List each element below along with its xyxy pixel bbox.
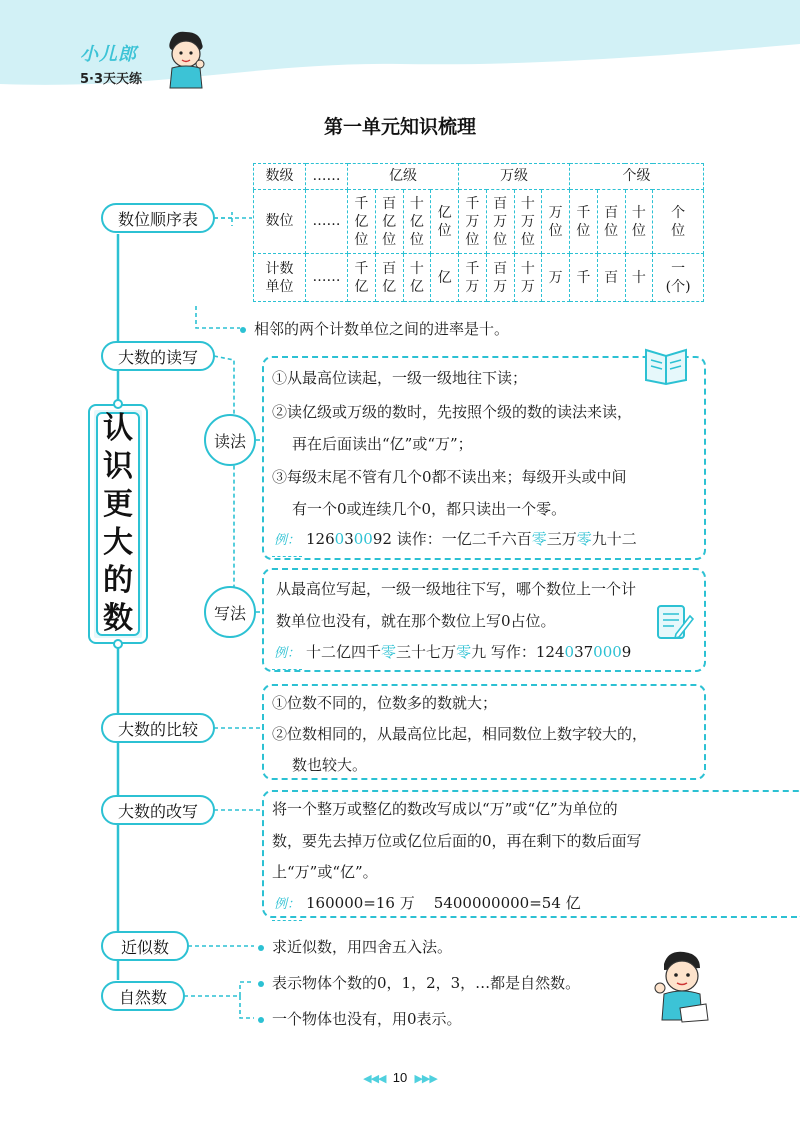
- example-zero-word: 零: [531, 530, 547, 548]
- table-note-text: 相邻的两个计数单位之间的进率是十。: [254, 320, 510, 338]
- example-tag: 例：: [272, 890, 302, 921]
- bottom-hook: [113, 639, 123, 649]
- branch-natural-numbers: 自然数: [101, 981, 185, 1011]
- group-header: 个级: [570, 164, 704, 190]
- reading-rule: ③每级末尾不管有几个0都不读出来；每级开头或中间: [272, 468, 627, 486]
- page-number: 10: [392, 1070, 408, 1085]
- row-header: 数级: [254, 164, 306, 190]
- example-words: 三万: [546, 530, 577, 548]
- comparison-rule: ①位数不同的，位数多的数就大；: [272, 694, 498, 712]
- example-digits: 37: [574, 643, 594, 661]
- table-ellipsis: ……: [306, 190, 348, 254]
- example-zero-word: 零: [456, 643, 472, 661]
- rewriting-line: 上“万”或“亿”。: [272, 863, 378, 881]
- place-cell: 亿位: [437, 204, 452, 239]
- unit-cell: 万: [548, 269, 563, 286]
- example-text: 160000=16 万 5400000000=54 亿: [306, 894, 581, 912]
- group-header: 亿级: [348, 164, 459, 190]
- natural-number-line: [258, 968, 580, 998]
- example-zero-word: 零: [381, 643, 397, 661]
- mascot-reading-icon: [650, 948, 714, 1024]
- approximation-text: [258, 932, 452, 962]
- unit-cell: 百: [604, 269, 619, 286]
- example-digits-zero: 0: [334, 530, 345, 548]
- rewriting-line: 将一个整万或整亿的数改写成以“万”或“亿”为单位的: [272, 800, 618, 818]
- example-words: 一亿二千六百: [441, 530, 532, 548]
- example-digits: 124: [535, 643, 565, 661]
- example-words: 九: [471, 643, 487, 661]
- page-footer: [0, 1070, 800, 1085]
- row-header: 数位: [254, 190, 306, 254]
- example-digits-zero: 000: [593, 643, 622, 661]
- example-read-label: 读作：: [391, 530, 442, 548]
- place-cell: 百位: [604, 204, 619, 239]
- central-char: 识: [103, 449, 133, 484]
- example-tag: 例：: [272, 526, 302, 557]
- example-words: 九十二: [591, 530, 637, 548]
- writing-rule: 从最高位写起，一级一级地往下写，哪个数位上一个计: [276, 580, 637, 598]
- central-topic: [88, 404, 148, 644]
- table-ellipsis: ……: [306, 164, 348, 190]
- example-zero-word: 零: [576, 530, 592, 548]
- unit-cell: 百亿: [382, 260, 397, 295]
- table-row: [254, 254, 704, 302]
- place-cell: 十位: [631, 204, 646, 239]
- reading-rule: ②读亿级或万级的数时，先按照个级的数的读法来读，: [272, 403, 633, 421]
- bullet-dot: [258, 1017, 264, 1023]
- brand-series: 小儿郎: [80, 44, 137, 65]
- example-tag: 例：: [272, 639, 302, 670]
- example-digits: 92: [372, 530, 392, 548]
- place-cell: 千万位: [465, 195, 480, 248]
- brand-subtitle: 5·3天天练: [80, 72, 143, 87]
- table-row: [254, 164, 704, 190]
- example-write-label: 写作：: [486, 643, 536, 661]
- approximation-label: 求近似数，用四舍五入法。: [272, 938, 453, 956]
- place-cell: 千位: [576, 204, 591, 239]
- central-char: 数: [103, 601, 133, 636]
- group-header: 万级: [459, 164, 570, 190]
- reading-example: [272, 524, 637, 557]
- example-digits: 126: [306, 530, 335, 548]
- branch-writing: 写法: [204, 586, 256, 638]
- bullet-dot: [258, 981, 264, 987]
- table-ellipsis: ……: [306, 254, 348, 302]
- example-digits: 9: [621, 643, 632, 661]
- table-row: [254, 190, 704, 254]
- reading-rule: 再在后面读出“亿”或“万”；: [292, 435, 473, 453]
- unit-cell: 亿: [437, 269, 452, 286]
- branch-reading-writing: 大数的读写: [101, 341, 215, 371]
- natural-number-text: 表示物体个数的0，1，2，3，…都是自然数。: [272, 974, 581, 992]
- reading-rule: ①从最高位读起，一级一级地往下读；: [272, 369, 528, 387]
- writing-example: [272, 637, 631, 670]
- example-digits: 3: [344, 530, 354, 548]
- open-book-icon: [642, 342, 690, 386]
- top-hook: [113, 399, 123, 409]
- unit-cell: 十: [631, 269, 646, 286]
- central-char: 的: [103, 563, 133, 598]
- prev-arrows-icon: ◀◀◀: [363, 1073, 386, 1085]
- unit-cell: 十万: [520, 260, 535, 295]
- place-cell: 百亿位: [382, 195, 397, 248]
- comparison-rule: ②位数相同的，从最高位比起，相同数位上数字较大的，: [272, 725, 648, 743]
- rewriting-line: 数，要先去掉万位或亿位后面的0，再在剩下的数后面写: [272, 832, 642, 850]
- example-digits-zero: 00: [353, 530, 373, 548]
- bullet-dot: [258, 945, 264, 951]
- rewriting-example: [272, 888, 581, 921]
- example-words: 十二亿四千: [306, 643, 382, 661]
- unit-cell: 一(个): [665, 260, 691, 295]
- place-cell: 万位: [548, 204, 563, 239]
- place-cell: 十亿位: [409, 195, 424, 248]
- place-cell: 个位: [671, 204, 686, 239]
- bullet-dot: [240, 327, 246, 333]
- central-char: 更: [103, 487, 133, 522]
- place-cell: 十万位: [520, 195, 535, 248]
- notepad-pencil-icon: [654, 600, 694, 642]
- table-note: [240, 314, 509, 344]
- writing-rule: 数单位也没有，就在那个数位上写0占位。: [276, 612, 556, 630]
- central-char: 认: [103, 411, 133, 446]
- comparison-rule: 数也较大。: [292, 756, 368, 774]
- unit-cell: 十亿: [409, 260, 424, 295]
- branch-approximation: 近似数: [101, 931, 189, 961]
- unit-cell: 千万: [465, 260, 480, 295]
- next-arrows-icon: ▶▶▶: [414, 1073, 437, 1085]
- place-cell: 百万位: [493, 195, 508, 248]
- example-digits-zero: 0: [564, 643, 575, 661]
- example-words: 三十七万: [396, 643, 457, 661]
- place-cell: 千亿位: [354, 195, 369, 248]
- branch-rewriting: 大数的改写: [101, 795, 215, 825]
- natural-number-text: 一个物体也没有，用0表示。: [272, 1010, 462, 1028]
- unit-cell: 千: [576, 269, 591, 286]
- branch-reading: 读法: [204, 414, 256, 466]
- row-header: 计数单位: [265, 260, 294, 295]
- branch-place-value-table: 数位顺序表: [101, 203, 215, 233]
- page-title: 第一单元知识梳理: [323, 116, 476, 138]
- unit-cell: 百万: [493, 260, 508, 295]
- central-char: 大: [103, 525, 133, 560]
- natural-number-line: [258, 1004, 462, 1034]
- branch-comparison: 大数的比较: [101, 713, 215, 743]
- unit-cell: 千亿: [354, 260, 369, 295]
- place-value-table: [253, 163, 704, 302]
- reading-rule: 有一个0或连续几个0，都只读出一个零。: [292, 500, 567, 518]
